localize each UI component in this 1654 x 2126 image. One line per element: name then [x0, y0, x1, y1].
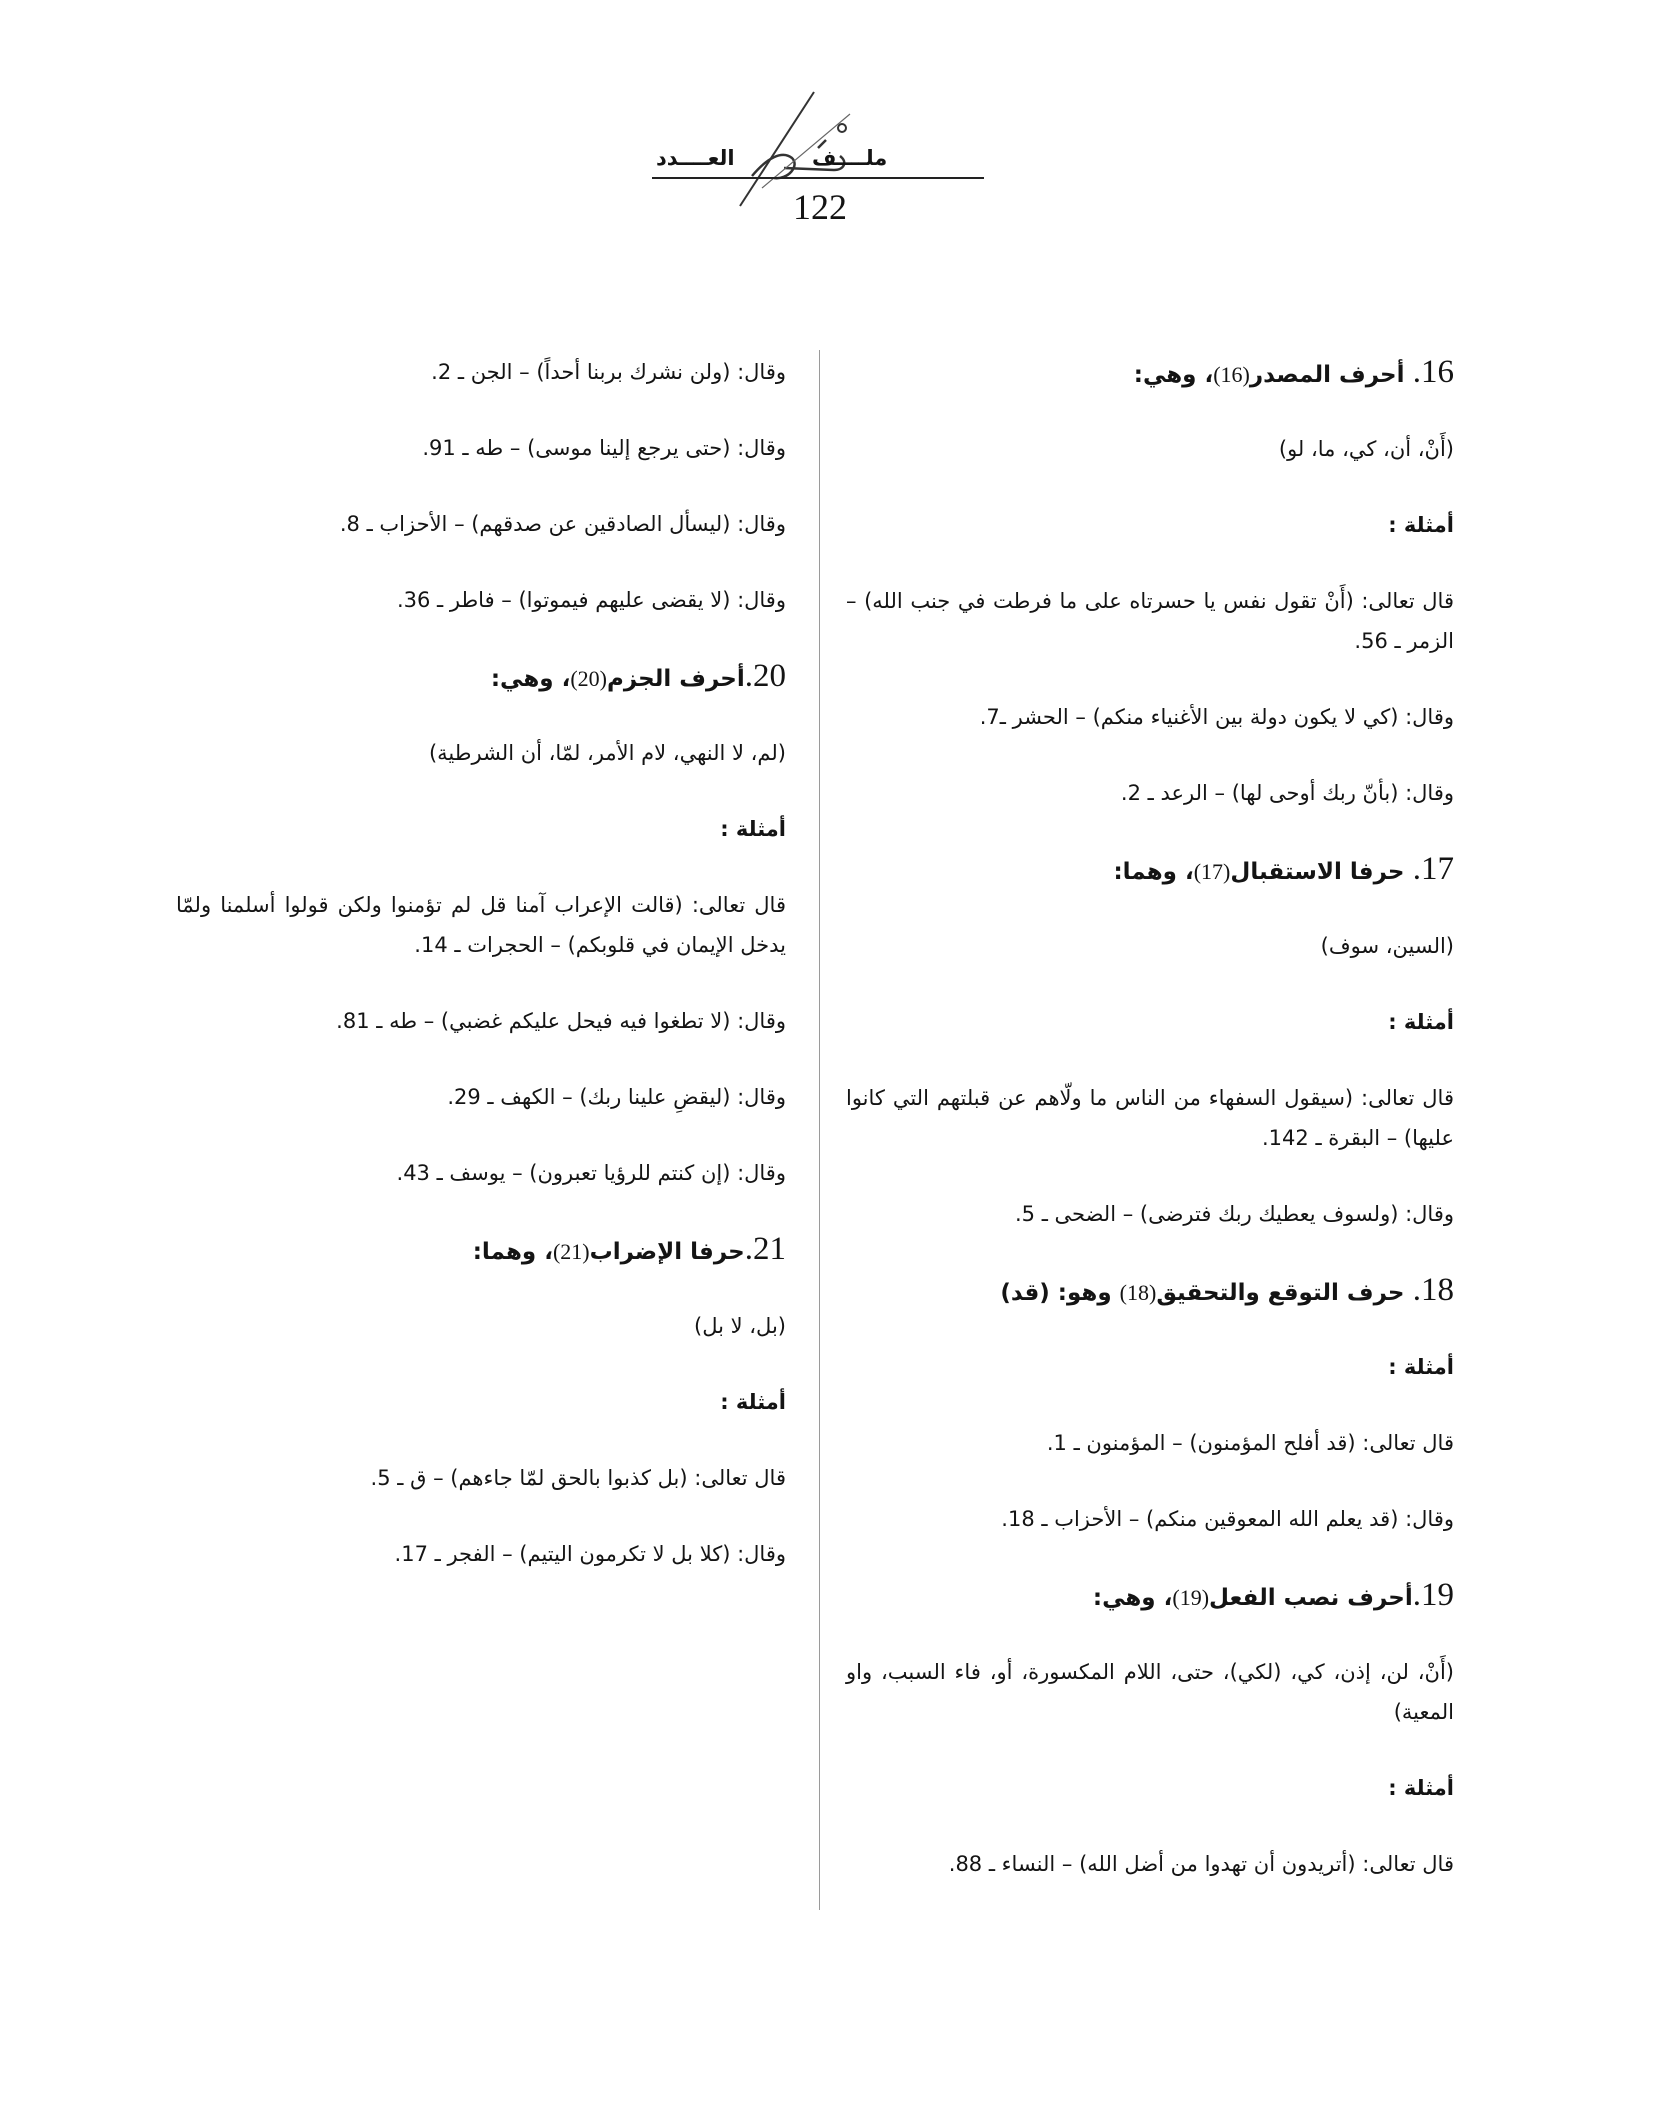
right-column [846, 352, 1454, 1920]
section-heading-19: 19.أحرف نصب الفعل(19)، وهي: [1092, 1577, 1454, 1613]
examples-label: أمثلة : [1388, 1776, 1454, 1800]
example-line: قال تعالى: (سيقول السفهاء من الناس ما ولّاهم عن قبلتهم التي كانوا عليها) – البقرة ـ 142. [846, 1086, 1454, 1150]
example-line: وقال: (كلا بل لا تكرمون اليتيم) – الفجر ـ 17. [394, 1542, 786, 1566]
example-line: قال تعالى: (بل كذبوا بالحق لمّا جاءهم) – ق ـ 5. [370, 1466, 786, 1490]
left-column [176, 352, 786, 1610]
examples-label: أمثلة : [720, 817, 786, 841]
example-line: وقال: (لا يقضى عليهم فيموتوا) – فاطر ـ 36. [396, 588, 786, 612]
example-line: وقال: (لا تطغوا فيه فيحل عليكم غضبي) – طه ـ 81. [336, 1009, 786, 1033]
header-label-file: ملــــف [812, 146, 888, 170]
example-line: قال تعالى: (قالت الإعراب آمنا قل لم تؤمنوا ولكن قولوا أسلمنا ولمّا يدخل الإيمان في قلوبكم) – الحجرات ـ 14. [176, 893, 786, 957]
example-line: وقال: (حتى يرجع إلينا موسى) – طه ـ 91. [422, 436, 786, 460]
example-line: وقال: (ولن نشرك بربنا أحداً) – الجن ـ 2. [431, 360, 786, 384]
example-line: وقال: (كي لا يكون دولة بين الأغنياء منكم) – الحشر ـ7. [979, 705, 1454, 729]
example-line: وقال: (ليسأل الصادقين عن صدقهم) – الأحزاب ـ 8. [339, 512, 786, 536]
example-line: وقال: (ليقضِ علينا ربك) – الكهف ـ 29. [447, 1085, 786, 1109]
header-label-issue: العــــدد [656, 146, 735, 170]
section-list-16: (أَنْ، أن، كي، ما، لو) [1278, 437, 1454, 461]
column-divider [819, 350, 820, 1910]
example-line: قال تعالى: (قد أفلح المؤمنون) – المؤمنون ـ 1. [1046, 1431, 1454, 1455]
section-heading-17: 17. حرفا الاستقبال(17)، وهما: [1113, 851, 1454, 887]
header-rule [652, 177, 984, 179]
section-heading-16: 16. أحرف المصدر(16)، وهي: [1133, 354, 1454, 390]
example-line: قال تعالى: (أَنْ تقول نفس يا حسرتاه على ما فرطت في جنب الله) – الزمر ـ 56. [846, 589, 1454, 653]
section-list-20: (لم، لا النهي، لام الأمر، لمّا، أن الشرطية) [428, 741, 786, 765]
example-line: قال تعالى: (أتريدون أن تهدوا من أضل الله) – النساء ـ 88. [948, 1852, 1454, 1876]
examples-label: أمثلة : [720, 1390, 786, 1414]
examples-label: أمثلة : [1388, 1010, 1454, 1034]
section-heading-21: 21.حرفا الإضراب(21)، وهما: [472, 1231, 786, 1267]
example-line: وقال: (بأنّ ربك أوحى لها) – الرعد ـ 2. [1120, 781, 1454, 805]
section-list-19: (أَنْ، لن، إذن، كي، (لكي)، حتى، اللام المكسورة، أو، فاء السبب، واو المعية) [846, 1660, 1454, 1724]
example-line: وقال: (ولسوف يعطيك ربك فترضى) – الضحى ـ 5. [1014, 1202, 1454, 1226]
example-line: وقال: (قد يعلم الله المعوقين منكم) – الأحزاب ـ 18. [1001, 1507, 1454, 1531]
section-list-17: (السين، سوف) [1320, 934, 1454, 958]
page-number: 122 [793, 187, 847, 227]
section-list-21: (بل، لا بل) [694, 1314, 786, 1338]
section-heading-18: 18. حرف التوقع والتحقيق(18) وهو: (قد) [1000, 1272, 1454, 1308]
section-heading-20: 20.أحرف الجزم(20)، وهي: [490, 658, 786, 694]
examples-label: أمثلة : [1388, 1355, 1454, 1379]
page-header [0, 0, 1654, 240]
examples-label: أمثلة : [1388, 513, 1454, 537]
example-line: وقال: (إن كنتم للرؤيا تعبرون) – يوسف ـ 43. [396, 1161, 786, 1185]
